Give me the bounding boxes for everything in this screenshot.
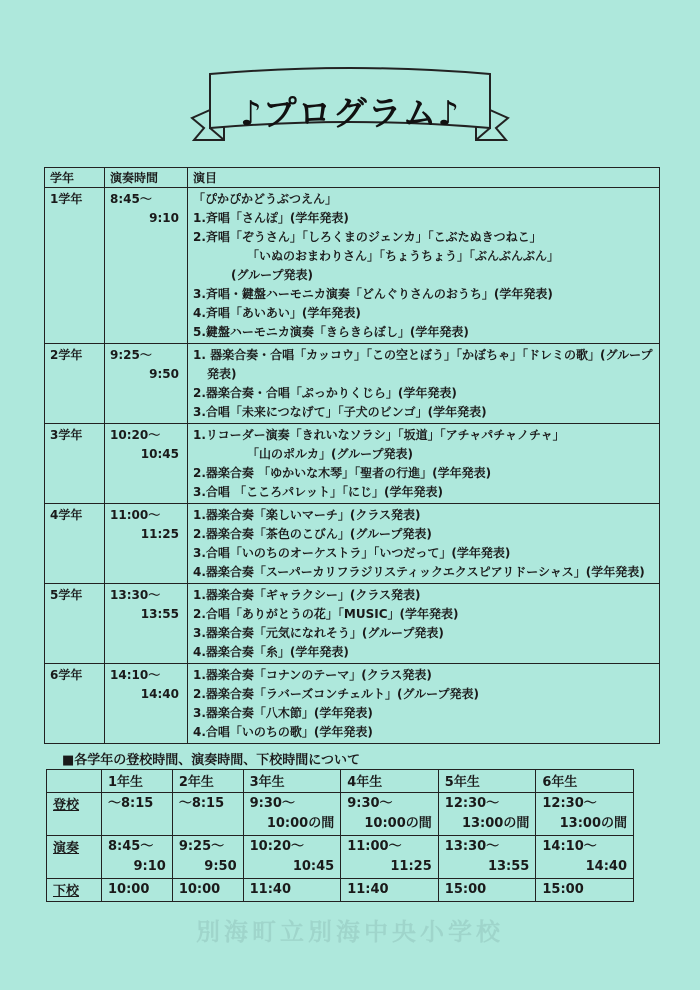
schedule-cell [102,836,173,879]
time-start: 11:00〜 [110,508,161,522]
schedule-row [47,879,634,902]
schedule-cell-text: 12:30〜 [542,796,597,811]
program-item-line: (グループ発表) [231,268,314,282]
schedule-cell [102,879,173,902]
schedule-cell [341,836,439,879]
time-cell [105,584,188,664]
program-row [45,584,660,664]
schedule-cell [341,879,439,902]
schedule-cell-text: 10:00 [178,882,221,897]
schedule-header-row [47,770,634,793]
schedule-cell [536,836,634,879]
schedule-cell-text: 9:10 [133,859,166,874]
schedule-cell-text: 12:30〜 [444,796,500,811]
schedule-cell [243,793,341,836]
schedule-cell [172,836,243,879]
program-item-line: 1.器楽合奏「コナンのテーマ」(クラス発表) [193,668,432,682]
schedule-column-header: 3年生 [243,770,341,793]
program-item-line: 「ぴかぴかどうぶつえん」 [193,192,338,206]
program-item-line: 「いぬのおまわりさん」「ちょうちょう」「ぶんぶんぶん」 [247,249,560,263]
grade-cell: 4学年 [45,504,105,584]
schedule-cell-text: 13:30〜 [444,839,500,854]
program-item-line: 3.斉唱・鍵盤ハーモニカ演奏「どんぐりさんのおうち」(学年発表) [193,287,553,301]
schedule-cell [243,879,341,902]
items-cell [188,504,660,584]
program-item-line: 1. 器楽合奏・合唱「カッコウ」「この空とぼう」「かぼちゃ」「ドレミの歌」(グループ [193,348,653,362]
program-row [45,188,660,344]
school-name-watermark: 別海町立別海中央小学校 [196,918,504,946]
schedule-cell [438,793,536,836]
program-item-line: 2.器楽合奏 「ゆかいな木琴」「聖者の行進」(学年発表) [193,466,492,480]
program-banner [190,62,510,154]
schedule-cell-text: 〜8:15 [108,796,154,811]
time-end: 9:10 [149,211,179,225]
time-cell [105,504,188,584]
time-start: 10:20〜 [110,428,161,442]
program-row [45,504,660,584]
schedule-cell [172,793,243,836]
time-cell [105,424,188,504]
page-title: ♪プログラム♪ [239,94,461,134]
program-item-line: 4.器楽合奏「スーパーカリフラジリスティックエクスピアリドーシャス」(学年発表) [193,565,645,579]
grade-cell: 3学年 [45,424,105,504]
program-item-line: 1.リコーダー演奏「きれいなソラシ」「坂道」「アチャパチャノチャ」 [193,428,565,442]
program-header-row [45,168,660,188]
schedule-cell-text: 10:00 [108,882,150,897]
schedule-table [46,769,634,902]
schedule-cell-text: 15:00 [444,882,487,897]
schedule-cell-text: 10:00の間 [364,816,432,831]
program-table [44,167,660,744]
schedule-cell-text: 13:55 [487,859,530,874]
program-row [45,344,660,424]
time-end: 14:40 [140,687,179,701]
grade-cell: 1学年 [45,188,105,344]
schedule-cell-text: 9:30〜 [347,796,393,811]
program-item-line: 1.斉唱「さんぽ」(学年発表) [193,211,349,225]
schedule-cell [341,793,439,836]
schedule-column-header: 4年生 [341,770,439,793]
schedule-cell-text: 9:30〜 [249,796,295,811]
schedule-row-label: 下校 [47,879,102,902]
program-item-line: 2.器楽合奏「茶色のこびん」(グループ発表) [193,527,432,541]
program-item-line: 2.器楽合奏・合唱「ぷっかりくじら」(学年発表) [193,386,457,400]
schedule-row [47,793,634,836]
schedule-cell [536,879,634,902]
program-item-line: 「山のポルカ」(グループ発表) [247,447,414,461]
schedule-cell-text: 9:25〜 [178,839,225,854]
schedule-cell-text: 11:40 [347,882,389,897]
program-item-line: 3.合唱「いのちのオーケストラ」「いつだって」(学年発表) [193,546,511,560]
program-item-line: 1.器楽合奏「ギャラクシー」(クラス発表) [193,588,421,602]
program-item-line: 3.器楽合奏「八木節」(学年発表) [193,706,373,720]
schedule-cell-text: 8:45〜 [108,839,154,854]
schedule-corner [47,770,102,793]
schedule-column-header: 2年生 [172,770,243,793]
program-item-line: 2.合唱「ありがとうの花」「MUSIC」(学年発表) [193,607,459,621]
time-cell [105,344,188,424]
schedule-cell-text: 14:10〜 [542,839,597,854]
schedule-cell-text: 15:00 [542,882,584,897]
schedule-cell-text: 14:40 [585,859,627,874]
schedule-cell [536,793,634,836]
program-item-line: 3.器楽合奏「元気になれそう」(グループ発表) [193,626,444,640]
program-row [45,424,660,504]
program-item-line: 1.器楽合奏「楽しいマーチ」(クラス発表) [193,508,421,522]
program-item-line: 3.合唱「未来につなげて」「子犬のビンゴ」(学年発表) [193,405,487,419]
items-cell [188,584,660,664]
program-item-line: 2.器楽合奏「ラバーズコンチェルト」(グループ発表) [193,687,479,701]
program-item-line: 2.斉唱「ぞうさん」「しろくまのジェンカ」「こぶたぬきつねこ」 [193,230,542,244]
time-start: 14:10〜 [110,668,161,682]
items-cell [188,344,660,424]
header-time: 演奏時間 [105,168,188,188]
program-item-line: 3.合唱 「こころパレット」「にじ」(学年発表) [193,485,443,499]
time-cell [105,664,188,744]
schedule-column-header: 6年生 [536,770,634,793]
schedule-row-label: 演奏 [47,836,102,879]
program-item-line: 4.合唱「いのちの歌」(学年発表) [193,725,373,739]
schedule-row [47,836,634,879]
schedule-cell-text: 11:25 [390,859,432,874]
header-grade: 学年 [45,168,105,188]
schedule-cell [438,879,536,902]
grade-cell: 5学年 [45,584,105,664]
schedule-cell [172,879,243,902]
time-cell [105,188,188,344]
program-item-line: 4.器楽合奏「糸」(学年発表) [193,645,349,659]
schedule-row-label: 登校 [47,793,102,836]
grade-cell: 6学年 [45,664,105,744]
time-end: 13:55 [140,607,179,621]
time-start: 8:45〜 [110,192,152,206]
program-item-line: 5.鍵盤ハーモニカ演奏「きらきらぼし」(学年発表) [193,325,469,339]
schedule-cell-text: 10:45 [292,859,335,874]
program-row [45,664,660,744]
items-cell [188,664,660,744]
schedule-cell-text: 10:00の間 [266,816,335,831]
schedule-cell-text: 10:20〜 [249,839,305,854]
schedule-heading: ■各学年の登校時間、演奏時間、下校時間について [62,753,361,768]
schedule-cell-text: 〜8:15 [178,796,225,811]
schedule-cell-text: 13:00の間 [461,816,530,831]
header-items: 演目 [188,168,660,188]
time-end: 11:25 [140,527,179,541]
schedule-cell-text: 13:00の間 [559,816,627,831]
schedule-cell-text: 11:00〜 [347,839,402,854]
schedule-column-header: 5年生 [438,770,536,793]
time-start: 9:25〜 [110,348,152,362]
grade-cell: 2学年 [45,344,105,424]
schedule-cell-text: 9:50 [204,859,237,874]
program-item-line: 発表) [207,367,237,381]
time-start: 13:30〜 [110,588,161,602]
schedule-cell [102,793,173,836]
items-cell [188,424,660,504]
items-cell [188,188,660,344]
program-item-line: 4.斉唱「あいあい」(学年発表) [193,306,361,320]
schedule-cell [438,836,536,879]
schedule-column-header: 1年生 [102,770,173,793]
time-end: 9:50 [149,367,179,381]
time-end: 10:45 [140,447,179,461]
schedule-cell [243,836,341,879]
schedule-cell-text: 11:40 [249,882,292,897]
